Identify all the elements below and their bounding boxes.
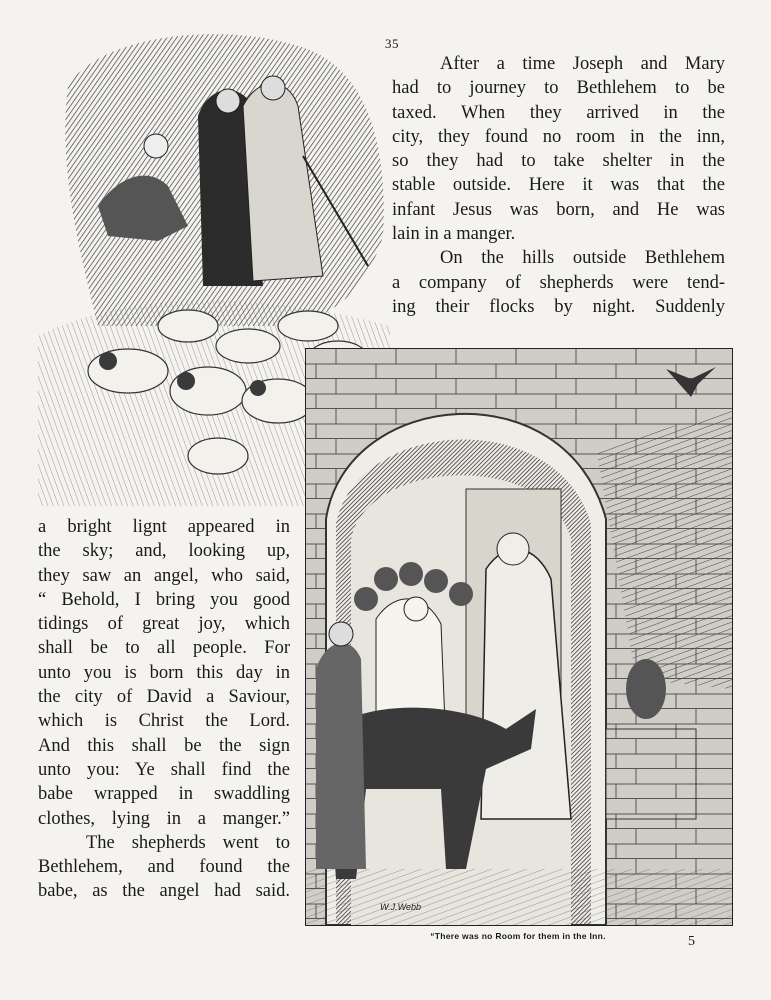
- text-line: unto you is born this day in: [38, 662, 290, 683]
- text-line: stable outside. Here it was that the: [392, 175, 725, 196]
- artist-signature: W.J.Webb: [380, 902, 422, 912]
- text-line: shall be to all people. For: [38, 638, 290, 659]
- inn-engraving: [305, 348, 733, 926]
- right-column-text: [392, 52, 725, 319]
- text-line: they saw an angel, who said,: [38, 565, 290, 586]
- text-line: ing their flocks by night. Suddenly: [392, 296, 725, 317]
- paragraph-shepherds-went: [38, 831, 290, 904]
- text-line: lain in a manger.: [392, 224, 516, 245]
- text-line: On the hills outside Bethlehem: [440, 248, 725, 269]
- text-line: the sky; and, looking up,: [38, 541, 290, 562]
- text-line: After a time Joseph and Mary: [440, 54, 725, 74]
- text-line: so they had to take shelter in the: [392, 151, 725, 172]
- text-line: The shepherds went to: [86, 832, 290, 853]
- text-line: had to journey to Bethlehem to be: [392, 78, 725, 99]
- text-line: tidings of great joy, which: [38, 614, 290, 635]
- illustration-caption: “There was no Room for them in the Inn.: [430, 931, 606, 941]
- text-line: a company of shepherds were tend-: [392, 272, 725, 293]
- text-line: babe wrapped in swaddling: [38, 784, 290, 805]
- text-line: clothes, lying in a manger.”: [38, 808, 290, 829]
- joseph-mary-at-inn-icon: [306, 349, 732, 925]
- text-line: city, they found no room in the inn,: [392, 126, 725, 147]
- text-line: infant Jesus was born, and He was: [392, 199, 725, 220]
- paragraph-shepherds: [392, 246, 725, 319]
- text-line: And this shall be the sign: [38, 735, 290, 756]
- text-line: unto you: Ye shall find the: [38, 759, 290, 780]
- paragraph-angel: [38, 515, 290, 831]
- text-line: “ Behold, I bring you good: [38, 589, 290, 610]
- page-number-bottom: 5: [688, 934, 695, 949]
- text-line: taxed. When they arrived in the: [392, 102, 725, 123]
- paragraph-joseph-mary: [392, 52, 725, 246]
- text-line: which is Christ the Lord.: [38, 711, 290, 732]
- page-number-top: 35: [385, 36, 399, 51]
- text-line: Bethlehem, and found the: [38, 857, 290, 878]
- text-line: a bright lignt appeared in: [38, 517, 290, 537]
- left-column-text: [38, 515, 290, 904]
- text-line: the city of David a Saviour,: [38, 687, 290, 708]
- text-line: babe, as the angel had said.: [38, 881, 290, 902]
